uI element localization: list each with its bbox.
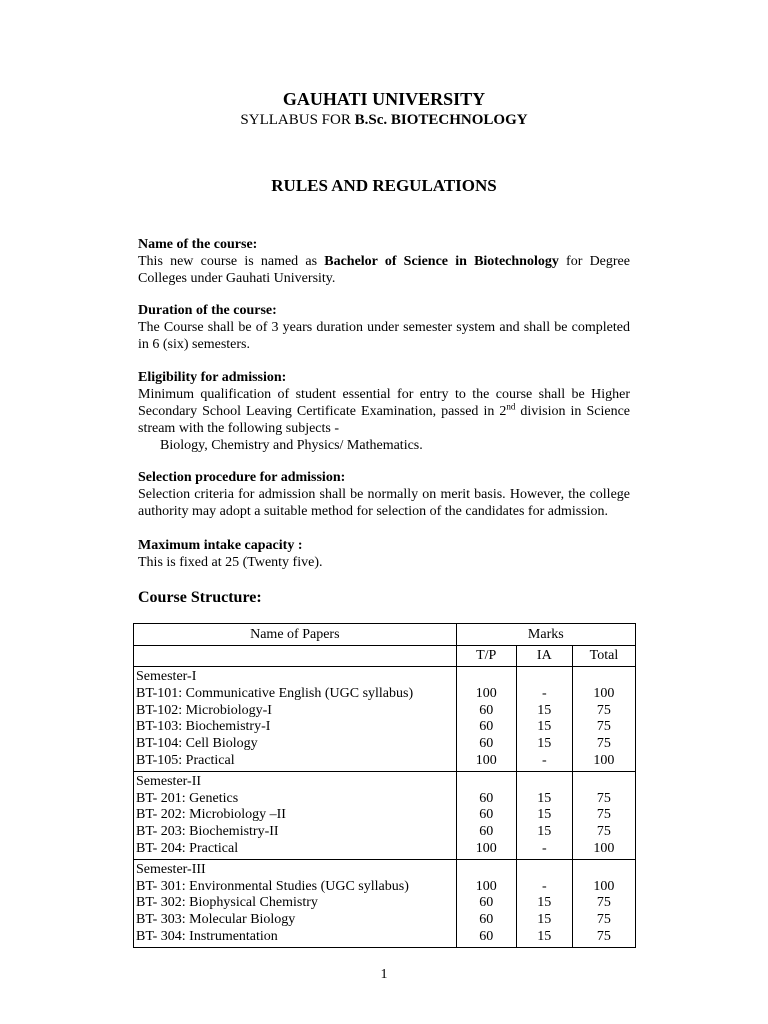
paper-tp: 100 xyxy=(475,685,497,701)
course-structure-heading: Course Structure: xyxy=(138,589,262,606)
paper-name: BT-104: Cell Biology xyxy=(136,736,258,752)
paper-tp: 60 xyxy=(479,895,494,911)
spacer-line xyxy=(457,669,516,686)
paper-total: 100 xyxy=(593,878,615,894)
spacer-line xyxy=(517,774,572,791)
paper-name: BT- 303: Molecular Biology xyxy=(136,912,296,928)
university-title: GAUHATI UNIVERSITY xyxy=(282,89,486,109)
header-blank-cell xyxy=(134,646,457,667)
course-name-text-after: for Degree Colleges under Gauhati University. xyxy=(138,254,630,286)
page-number: 1 xyxy=(380,967,388,982)
header-tp: T/P xyxy=(456,646,516,667)
paper-name: BT- 204: Practical xyxy=(136,840,239,856)
marks-table xyxy=(133,623,636,948)
semester-tp-cell xyxy=(456,667,516,772)
spacer-line xyxy=(517,669,572,686)
table-header-row xyxy=(134,624,636,646)
paper-total: 100 xyxy=(593,685,615,701)
semester-papers-cell xyxy=(134,859,457,947)
paper-tp: 60 xyxy=(479,719,494,735)
paper-total: 75 xyxy=(596,790,611,806)
semester-row xyxy=(134,771,636,859)
eligibility-subjects: Biology, Chemistry and Physics/ Mathematics. xyxy=(160,438,423,453)
semester-papers-cell xyxy=(134,667,457,772)
paper-ia: 15 xyxy=(537,807,552,823)
paper-ia: 15 xyxy=(537,790,552,806)
paper-total: 100 xyxy=(593,840,615,856)
eligibility-text-after: division in Science stream with the following subjects - xyxy=(138,404,630,436)
paper-ia: - xyxy=(541,685,547,701)
semester-total-cell xyxy=(572,667,635,772)
spacer-line xyxy=(517,862,572,879)
paper-total: 75 xyxy=(596,702,611,718)
paper-name: BT-103: Biochemistry-I xyxy=(136,719,271,735)
selection-text: Selection criteria for admission shall be normally on merit basis. However, the college authority may adopt a suitable method for selection of the candidates for admission. xyxy=(138,487,630,519)
semester-tp-cell xyxy=(456,859,516,947)
paper-ia: 15 xyxy=(537,719,552,735)
paper-name: BT-102: Microbiology-I xyxy=(136,702,272,718)
course-name-text-before: This new course is named as xyxy=(138,254,325,269)
semester-papers-cell xyxy=(134,771,457,859)
section-eligibility xyxy=(138,369,630,454)
paper-tp: 60 xyxy=(479,912,494,928)
semester-total-cell xyxy=(572,859,635,947)
paper-total: 100 xyxy=(593,752,615,768)
paper-tp: 60 xyxy=(479,928,494,944)
section-intake xyxy=(138,537,630,571)
spacer-line xyxy=(573,669,635,686)
spacer-line xyxy=(457,774,516,791)
paper-ia: 15 xyxy=(537,702,552,718)
intake-heading: Maximum intake capacity : xyxy=(138,538,303,553)
semester-ia-cell xyxy=(516,667,572,772)
paper-ia: 15 xyxy=(537,928,552,944)
paper-name: BT-105: Practical xyxy=(136,752,235,768)
paper-name: BT- 201: Genetics xyxy=(136,790,239,806)
table-subheader-row xyxy=(134,646,636,667)
paper-tp: 60 xyxy=(479,824,494,840)
course-name-heading: Name of the course: xyxy=(138,237,258,252)
selection-heading: Selection procedure for admission: xyxy=(138,470,346,485)
semester-total-cell xyxy=(572,771,635,859)
rules-title: RULES AND REGULATIONS xyxy=(271,176,497,195)
semester-ia-cell xyxy=(516,859,572,947)
paper-total: 75 xyxy=(596,895,611,911)
paper-name: BT- 203: Biochemistry-II xyxy=(136,824,279,840)
syllabus-subtitle xyxy=(0,111,768,129)
paper-total: 75 xyxy=(596,807,611,823)
paper-total: 75 xyxy=(596,912,611,928)
course-name-bold: Bachelor of Science in Biotechnology xyxy=(324,254,559,269)
paper-ia: - xyxy=(541,878,547,894)
semester-label: Semester-II xyxy=(136,773,202,789)
paper-name: BT- 304: Instrumentation xyxy=(136,928,278,944)
section-duration xyxy=(138,302,630,353)
header-marks: Marks xyxy=(456,624,635,646)
paper-tp: 60 xyxy=(479,790,494,806)
paper-tp: 100 xyxy=(475,840,497,856)
syllabus-course: B.Sc. BIOTECHNOLOGY xyxy=(354,112,528,128)
course-name-text xyxy=(138,253,630,287)
spacer-line xyxy=(573,862,635,879)
semester-tp-cell xyxy=(456,771,516,859)
paper-ia: - xyxy=(541,752,547,768)
spacer-line xyxy=(457,862,516,879)
paper-ia: 15 xyxy=(537,895,552,911)
paper-ia: 15 xyxy=(537,912,552,928)
header-total: Total xyxy=(572,646,635,667)
paper-ia: - xyxy=(541,840,547,856)
paper-total: 75 xyxy=(596,928,611,944)
syllabus-prefix: SYLLABUS FOR xyxy=(240,112,355,128)
paper-total: 75 xyxy=(596,824,611,840)
paper-tp: 60 xyxy=(479,736,494,752)
semester-row xyxy=(134,667,636,772)
paper-name: BT- 302: Biophysical Chemistry xyxy=(136,895,318,911)
paper-ia: 15 xyxy=(537,736,552,752)
section-selection xyxy=(138,469,630,520)
paper-tp: 100 xyxy=(475,878,497,894)
eligibility-heading: Eligibility for admission: xyxy=(138,370,287,385)
paper-name: BT- 301: Environmental Studies (UGC syllabus) xyxy=(136,878,409,894)
eligibility-text xyxy=(138,386,630,437)
semester-ia-cell xyxy=(516,771,572,859)
duration-heading: Duration of the course: xyxy=(138,303,277,318)
paper-total: 75 xyxy=(596,719,611,735)
paper-tp: 100 xyxy=(475,752,497,768)
header-name-of-papers: Name of Papers xyxy=(134,624,457,646)
intake-text: This is fixed at 25 (Twenty five). xyxy=(138,555,323,570)
semester-row xyxy=(134,859,636,947)
spacer-line xyxy=(573,774,635,791)
paper-name: BT- 202: Microbiology –II xyxy=(136,807,286,823)
paper-ia: 15 xyxy=(537,824,552,840)
semester-label: Semester-III xyxy=(136,861,206,877)
duration-text: The Course shall be of 3 years duration under semester system and shall be completed in 6 (six) semesters. xyxy=(138,320,630,352)
paper-name: BT-101: Communicative English (UGC syllabus) xyxy=(136,685,414,701)
header-ia: IA xyxy=(516,646,572,667)
eligibility-sup: nd xyxy=(506,401,516,412)
paper-tp: 60 xyxy=(479,702,494,718)
semester-body xyxy=(134,667,636,948)
section-course-name xyxy=(138,236,630,287)
eligibility-text-before: Minimum qualification of student essential for entry to the course shall be Higher Secondary School Leaving Certificate Examination, passed in 2 xyxy=(138,387,630,419)
semester-label: Semester-I xyxy=(136,669,197,684)
paper-total: 75 xyxy=(596,736,611,752)
paper-tp: 60 xyxy=(479,807,494,823)
